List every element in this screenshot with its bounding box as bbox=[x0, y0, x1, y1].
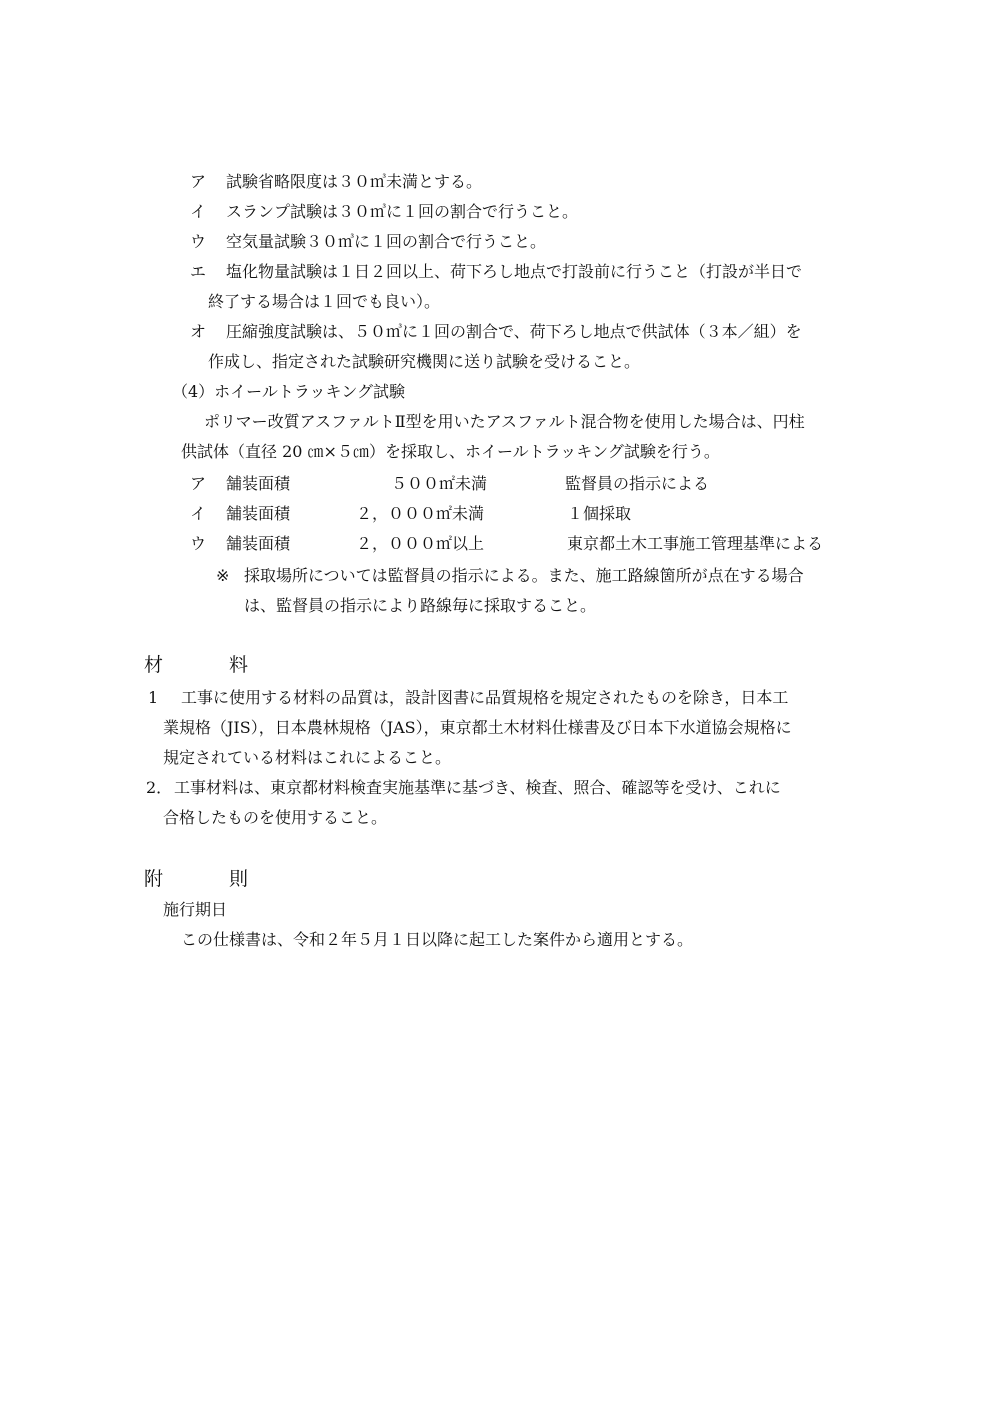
row-item: 舗装面積 bbox=[226, 534, 291, 553]
wheel-tracking-intro-line2: 供試体（直径 20 ㎝×５㎝）を採取し、ホイールトラッキング試験を行う。 bbox=[181, 442, 720, 461]
materials-item1-line2: 業規格（JIS），日本農林規格（JAS），東京都土木材料仕様書及び日本下水道協会規格に bbox=[163, 718, 792, 737]
item-label: イ bbox=[190, 202, 207, 221]
note-line1: 採取場所については監督員の指示による。また、施工路線箇所が点在する場合 bbox=[244, 566, 804, 585]
wheel-tracking-row bbox=[190, 474, 870, 494]
materials-item2-number: 2． bbox=[146, 778, 173, 797]
wheel-tracking-row bbox=[190, 534, 870, 554]
wheel-tracking-intro-line1: ポリマー改質アスファルトⅡ型を用いたアスファルト混合物を使用した場合は、円柱 bbox=[204, 412, 805, 431]
row-action: 監督員の指示による bbox=[565, 474, 710, 493]
item-text: 塩化物量試験は１日２回以上、荷下ろし地点で打設前に行うこと（打設が半日で bbox=[226, 262, 803, 281]
item-text: 空気量試験３０㎥に１回の割合で行うこと。 bbox=[226, 232, 547, 251]
row-action: 東京都土木工事施工管理基準による bbox=[567, 534, 824, 553]
section-heading-wheel-tracking: （4）ホイールトラッキング試験 bbox=[172, 382, 406, 401]
item-text: スランプ試験は３０㎥に１回の割合で行うこと。 bbox=[226, 202, 579, 221]
row-area: ２，０００㎡未満 bbox=[356, 504, 485, 523]
item-text: 圧縮強度試験は、５０㎥に１回の割合で、荷下ろし地点で供試体（３本／組）を bbox=[226, 322, 802, 341]
row-area: ５００㎡未満 bbox=[391, 474, 488, 493]
materials-item2-line2: 合格したものを使用すること。 bbox=[163, 808, 388, 827]
supplementary-heading-char2: 則 bbox=[229, 868, 249, 890]
materials-item1-line1: 工事に使用する材料の品質は，設計図書に品質規格を規定されたものを除き，日本工 bbox=[181, 688, 789, 707]
item-text: 試験省略限度は３０㎥未満とする。 bbox=[226, 172, 483, 191]
wheel-tracking-row bbox=[190, 504, 870, 524]
row-item: 舗装面積 bbox=[226, 504, 291, 523]
row-area: ２，０００㎡以上 bbox=[356, 534, 485, 553]
materials-item1-line3: 規定されている材料はこれによること。 bbox=[163, 748, 452, 767]
test-item-e-cont: 終了する場合は１回でも良い）。 bbox=[208, 292, 441, 311]
item-label: ウ bbox=[190, 232, 207, 251]
materials-heading-char2: 料 bbox=[229, 654, 249, 676]
row-label: ウ bbox=[190, 534, 207, 553]
row-label: ア bbox=[190, 474, 207, 493]
note-line2: は、監督員の指示により路線毎に採取すること。 bbox=[244, 596, 597, 615]
row-item: 舗装面積 bbox=[226, 474, 291, 493]
row-label: イ bbox=[190, 504, 207, 523]
note-mark: ※ bbox=[216, 566, 230, 585]
supplementary-text: この仕様書は、令和２年５月１日以降に起工した案件から適用とする。 bbox=[181, 930, 694, 949]
materials-item2-line1: 工事材料は、東京都材料検査実施基準に基づき、検査、照合、確認等を受け、これに bbox=[174, 778, 781, 797]
supplementary-subheading: 施行期日 bbox=[163, 900, 228, 919]
test-item-o-cont: 作成し、指定された試験研究機関に送り試験を受けること。 bbox=[208, 352, 641, 371]
row-action: １個採取 bbox=[567, 504, 632, 523]
supplementary-heading-char1: 附 bbox=[144, 868, 164, 890]
materials-heading-char1: 材 bbox=[144, 654, 164, 676]
item-label: オ bbox=[190, 322, 207, 341]
item-label: エ bbox=[190, 262, 207, 281]
item-label: ア bbox=[190, 172, 207, 191]
materials-item1-number: 1 bbox=[148, 688, 159, 707]
